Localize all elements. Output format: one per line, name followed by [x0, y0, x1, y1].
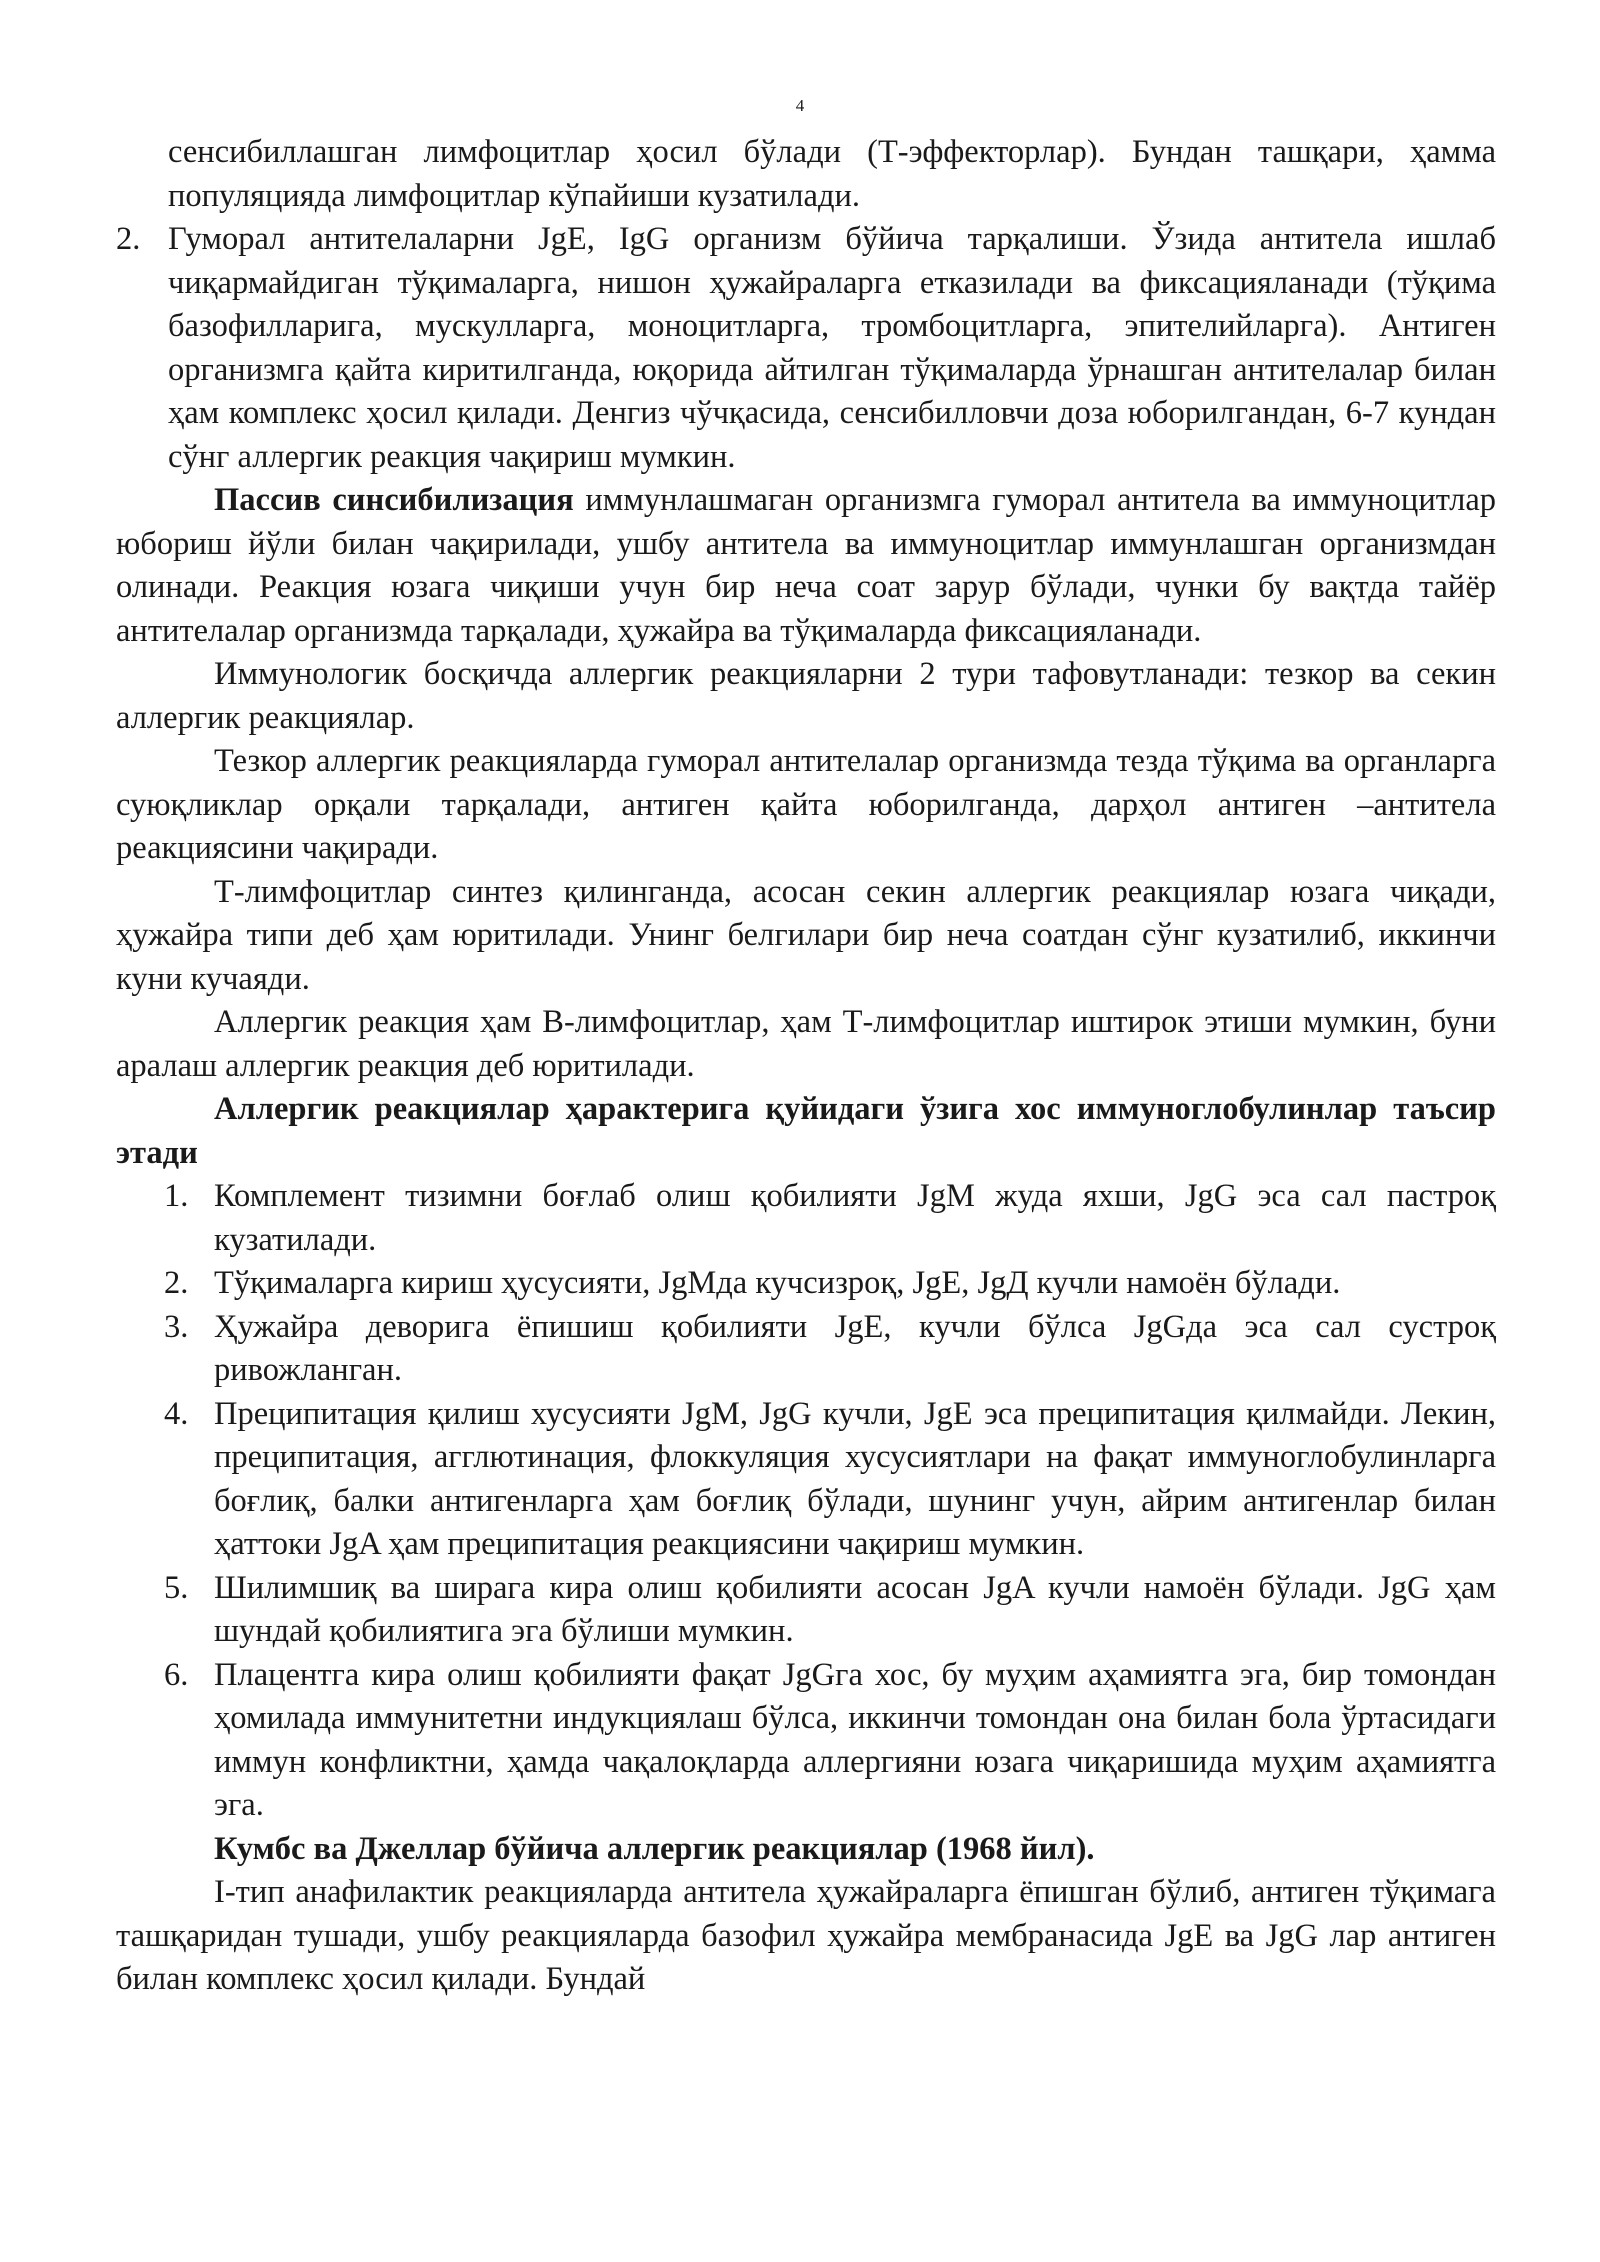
list-number: 2.: [116, 221, 141, 257]
paragraph-immunologic-stage: Иммунологик босқичда аллергик реакцияларни 2 тури тафовутланади: тезкор ва секин аллергик реакциялар.: [116, 656, 1496, 736]
list-item: [116, 1654, 1496, 1828]
list-number: 3.: [164, 1308, 189, 1345]
list-item-text: Шилимшиқ ва ширага кира олиш қобилияти асосан JgA кучли намоён бўлади. JgG ҳам шундай қобилиятига эга бўлиши мумкин.: [214, 1569, 1496, 1649]
list-item: [116, 1262, 1496, 1306]
paragraph-passive-text: иммунлашмаган организмга гуморал антитела ва иммуноцитлар юбориш йўли билан чақирилади, ушбу антитела ва иммуноцитлар иммунлашган организмдан олинади. Реакция юзага чиқиши учун бир неча соат зарур бўлади, чунки бу вақтда тайёр антителалар организмда тарқалади, ҳужайра ва тўқималарда фиксацияланади.: [116, 482, 1496, 649]
list-item: [116, 1306, 1496, 1393]
list-number: 6.: [164, 1656, 189, 1693]
section-heading-immunoglobulins: Аллергик реакциялар ҳарактерига қуйидаги ўзига хос иммуноглобулинлар таъсир этади: [116, 1091, 1496, 1171]
page-number: 4: [795, 96, 805, 115]
list-item-text: Преципитация қилиш хусусияти JgM, JgG кучли, JgE эса преципитация қилмайди. Лекин, преципитация, агглютинация, флоккуляция хусусиятлари на фақат иммуноглобулинларга боғлиқ, балки антигенларга ҳам боғлиқ бўлади, шунинг учун, айрим антигенлар билан ҳаттоки JgA ҳам преципитация реакциясини чақириш мумкин.: [214, 1395, 1496, 1562]
list-number: 5.: [164, 1569, 189, 1606]
list-item: [116, 1175, 1496, 1262]
list-item-text: Комплемент тизимни боғлаб олиш қобилияти JgM жуда яхши, JgG эса сал пастроқ кузатилади.: [214, 1178, 1496, 1258]
paragraph-continuation: сенсибиллашган лимфоцитлар ҳосил бўлади (Т-эффекторлар). Бундан ташқари, ҳамма популяцияда лимфоцитлар кўпайиши кузатилади.: [168, 134, 1496, 214]
list-number: 4.: [164, 1395, 189, 1432]
list-item-text: Ҳужайра деворига ёпишиш қобилияти JgE, кучли бўлса JgGда эса сал сустроқ ривожланган.: [214, 1308, 1496, 1388]
paragraph-fast-reactions: Тезкор аллергик реакцияларда гуморал антителалар организмда тезда тўқима ва органларга суюқликлар орқали тарқалади, антиген қайта юборилганда, дарҳол антиген –антитела реакциясини чақиради.: [116, 743, 1496, 866]
list-item-2: [116, 218, 1496, 479]
paragraph-type-1: I-тип анафилактик реакцияларда антитела ҳужайраларга ёпишган бўлиб, антиген тўқимага ташқаридан тушади, ушбу реакцияларда базофил ҳужайра мембранасида JgE ва JgG лар антиген билан комплекс ҳосил қилади. Бундай: [116, 1874, 1496, 1997]
list-item: [116, 1393, 1496, 1567]
list-item-text: Гуморал антителаларни JgE, IgG организм бўйича тарқалиши. Ўзида антитела ишлаб чиқармайдиган тўқималарга, нишон ҳужайраларга етказилади ва фиксацияланади (тўқима базофилларига, мускулларга, моноцитларга, тромбоцитларга, эпителийларга). Антиген организмга қайта киритилганда, юқорида айтилган тўқималарда ўрнашган антителалар билан ҳам комплекс ҳосил қилади. Денгиз чўчқасида, сенсибилловчи доза юборилгандан, 6-7 кундан сўнг аллергик реакция чақириш мумкин.: [168, 221, 1496, 475]
section-heading-coombs-gell: Кумбс ва Джеллар бўйича аллергик реакциялар (1968 йил).: [214, 1830, 1095, 1867]
list-number: 1.: [164, 1178, 189, 1214]
list-item-text: Плацентга кира олиш қобилияти фақат JgGга хос, бу муҳим аҳамиятга эга, бир томондан ҳомилада иммунитетни индукциялаш бўлса, иккинчи томондан она билан бола ўртасидаги иммун конфликтни, ҳамда чақалоқларда аллергияни юзага чиқаришида муҳим аҳамиятга эга.: [214, 1656, 1496, 1823]
document-body: [116, 131, 1496, 2002]
list-item-text: Тўқималарга кириш ҳусусияти, JgMда кучсизроқ, JgE, JgД кучли намоён бўлади.: [214, 1265, 1341, 1301]
list-item: [116, 1567, 1496, 1654]
paragraph-t-lymphocytes: Т-лимфоцитлар синтез қилинганда, асосан секин аллергик реакциялар юзага чиқади, ҳужайра типи деб ҳам юритилади. Унинг белгилари бир неча соатдан сўнг кузатилиб, иккинчи куни кучаяди.: [116, 873, 1496, 997]
list-number: 2.: [164, 1265, 189, 1301]
term-passive-sensitization: Пассив синсибилизация: [214, 482, 574, 518]
paragraph-mixed-reaction: Аллергик реакция ҳам В-лимфоцитлар, ҳам Т-лимфоцитлар иштирок этиши мумкин, буни аралаш аллергик реакция деб юритилади.: [116, 1004, 1496, 1084]
paragraph-passive-sensitization: [116, 479, 1496, 653]
